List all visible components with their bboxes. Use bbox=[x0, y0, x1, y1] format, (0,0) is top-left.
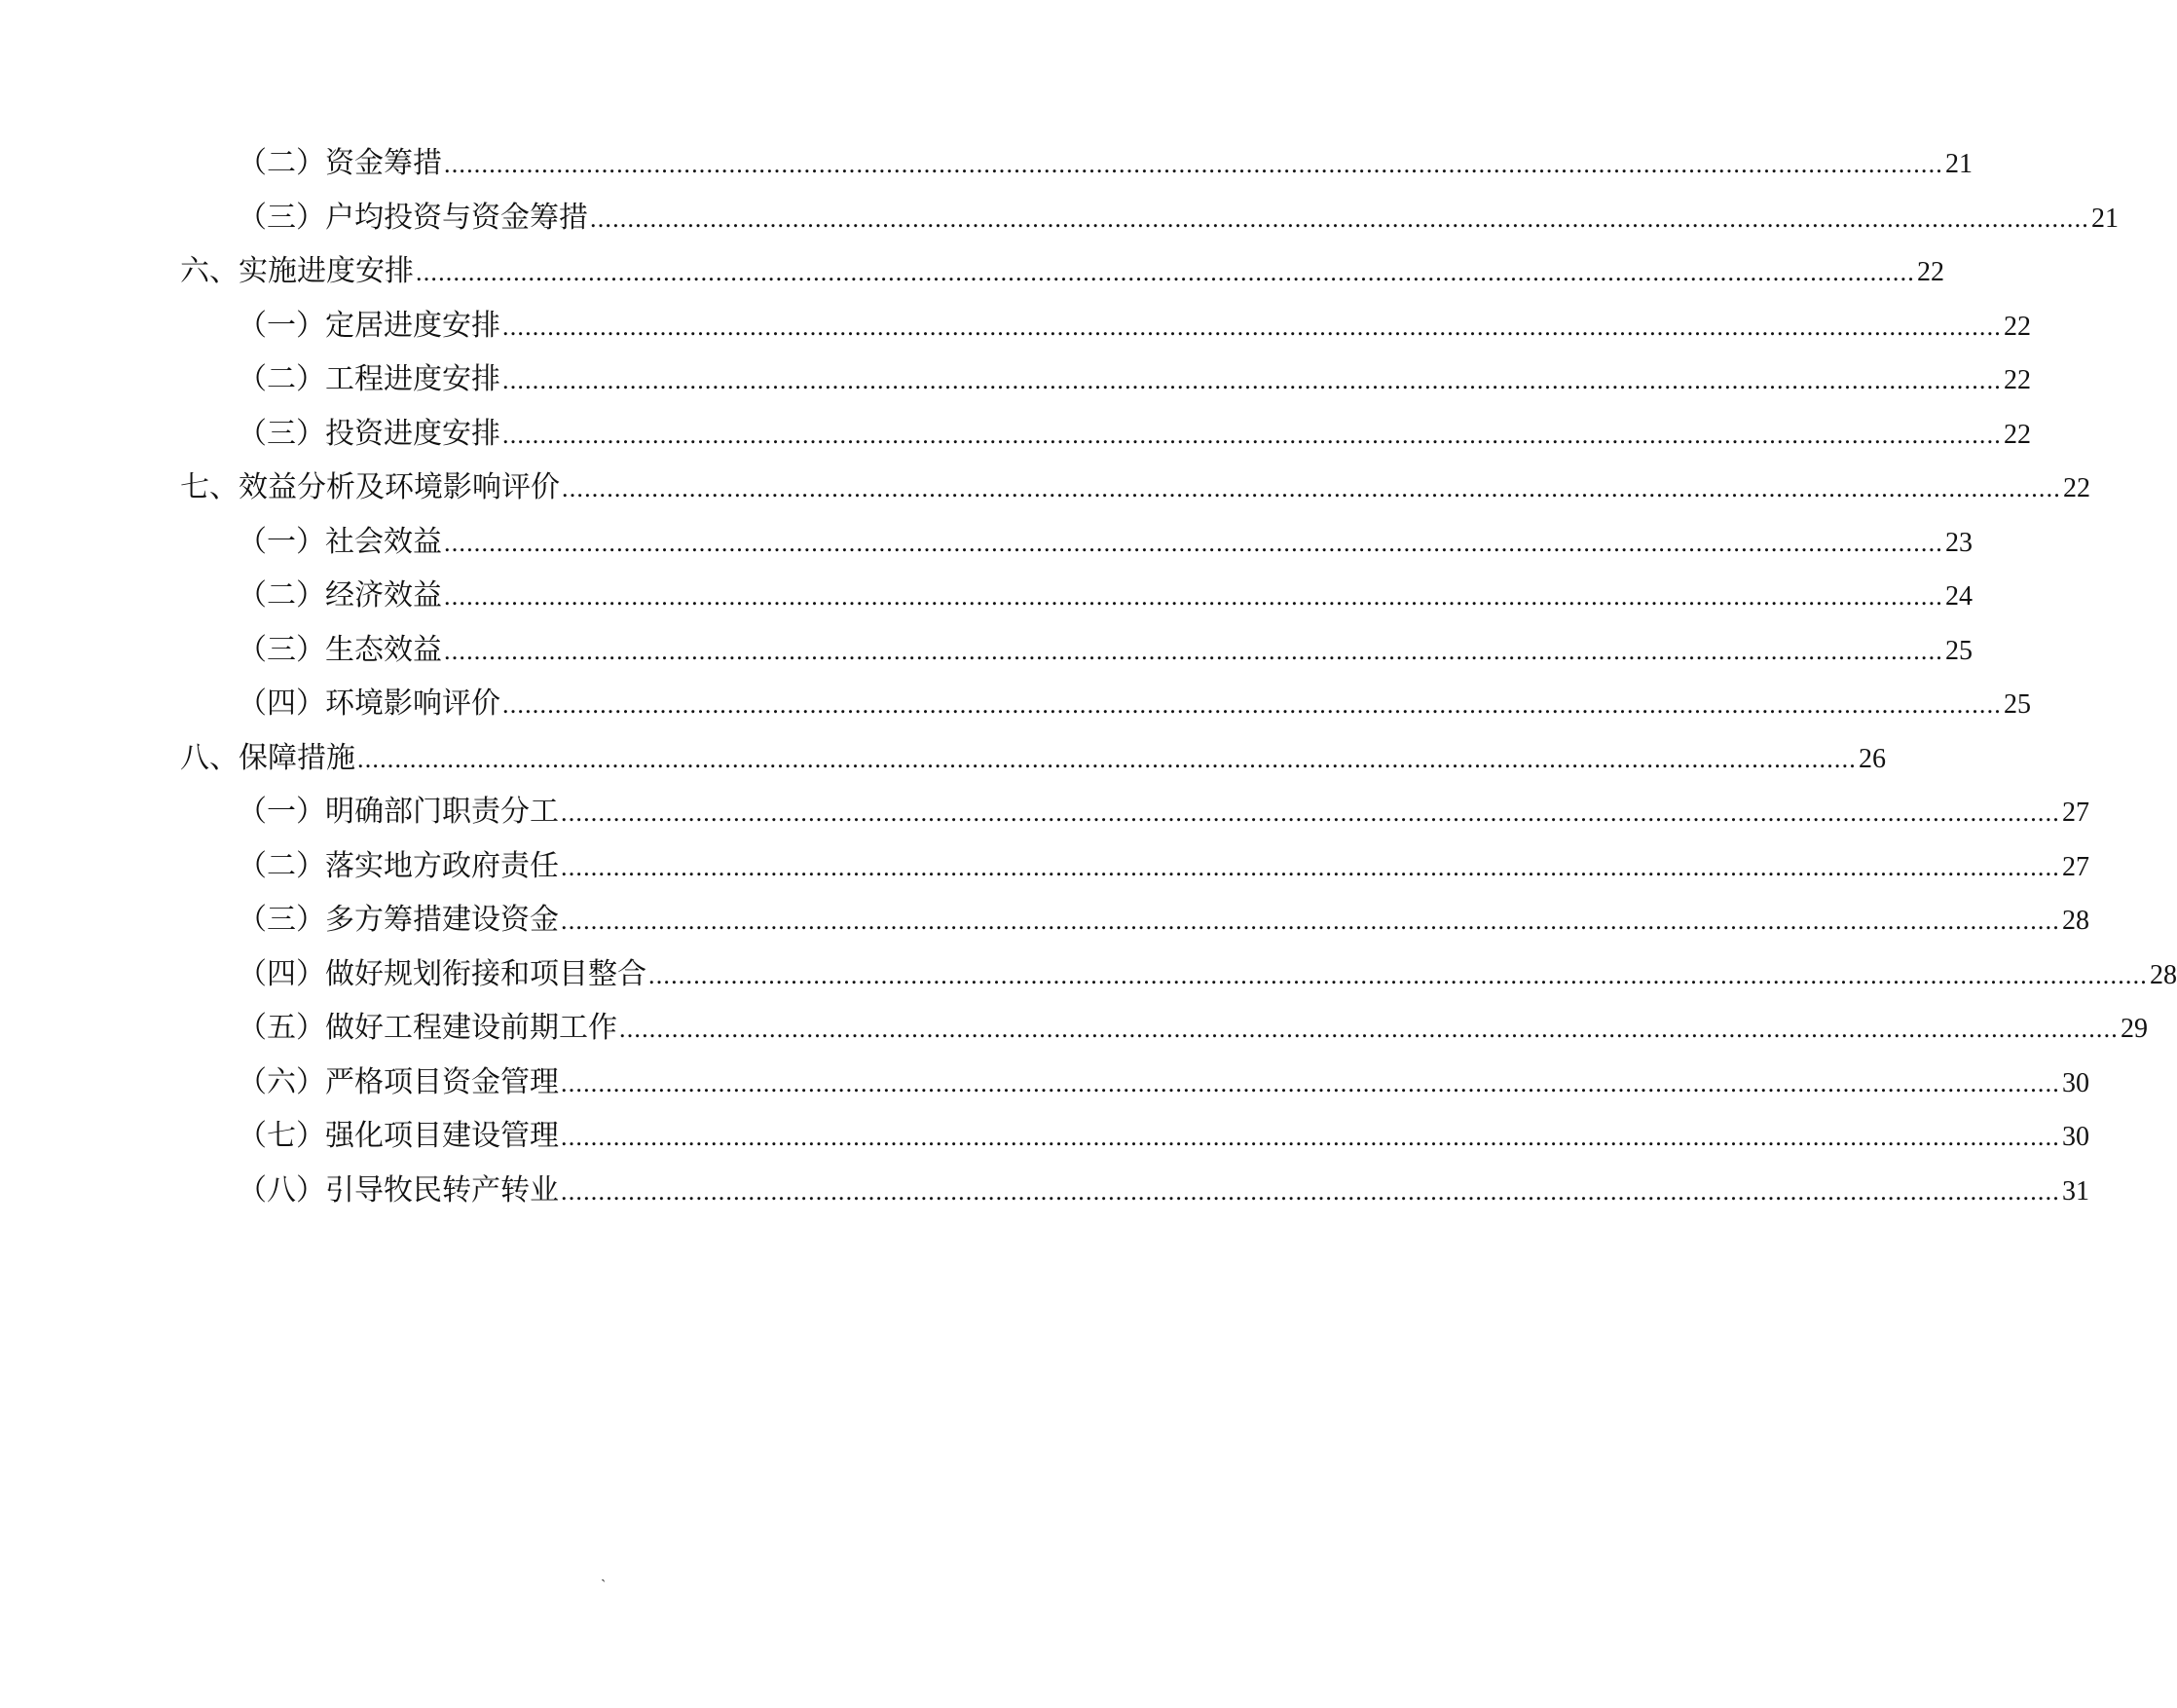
toc-entry[interactable] bbox=[0, 515, 1973, 570]
toc-entry[interactable] bbox=[0, 1164, 2089, 1218]
toc-dot-leader: ........................................................................................................................................................................................................ bbox=[444, 528, 1943, 557]
toc-entry-line bbox=[238, 144, 1973, 184]
toc-entry-line bbox=[238, 360, 2031, 400]
toc-entry-title: （五）做好工程建设前期工作 bbox=[238, 1011, 617, 1045]
toc-dot-leader: ........................................................................................................................................................................................................ bbox=[561, 852, 2060, 881]
page-footer-mark: ` bbox=[601, 1578, 607, 1594]
toc-entry[interactable] bbox=[0, 191, 2119, 245]
toc-entry-page-number: 27 bbox=[2062, 798, 2089, 828]
toc-entry-page-number: 27 bbox=[2062, 851, 2089, 882]
toc-entry-line bbox=[238, 1117, 2089, 1157]
toc-entry[interactable] bbox=[0, 299, 2031, 353]
toc-entry-page-number: 29 bbox=[2121, 1014, 2148, 1044]
toc-entry-page-number: 25 bbox=[2004, 689, 2031, 720]
toc-dot-leader: ........................................................................................................................................................................................................ bbox=[444, 582, 1943, 611]
toc-entry-title: （四）环境影响评价 bbox=[238, 687, 500, 721]
toc-dot-leader: ........................................................................................................................................................................................................ bbox=[416, 258, 1915, 286]
toc-entry-page-number: 21 bbox=[1945, 149, 1973, 179]
toc-entry-page-number: 28 bbox=[2062, 906, 2089, 936]
toc-dot-leader: ........................................................................................................................................................................................................ bbox=[561, 1176, 2060, 1206]
toc-entry-title: （三）多方筹措建设资金 bbox=[238, 903, 559, 937]
toc-entry[interactable] bbox=[0, 461, 2090, 515]
toc-entry[interactable] bbox=[0, 1056, 2089, 1110]
toc-dot-leader: ........................................................................................................................................................................................................ bbox=[648, 960, 2148, 989]
toc-entry[interactable] bbox=[0, 947, 2177, 1002]
toc-entry-title: （二）经济效益 bbox=[238, 578, 442, 613]
toc-entry-title: （二）工程进度安排 bbox=[238, 362, 500, 396]
toc-entry-line bbox=[238, 1063, 2089, 1103]
toc-dot-leader: ........................................................................................................................................................................................................ bbox=[444, 636, 1943, 665]
toc-dot-leader: ........................................................................................................................................................................................................ bbox=[561, 1123, 2060, 1151]
toc-entry-line bbox=[238, 847, 2089, 887]
toc-entry-page-number: 30 bbox=[2062, 1122, 2089, 1152]
toc-dot-leader: ........................................................................................................................................................................................................ bbox=[562, 474, 2061, 502]
toc-dot-leader: ........................................................................................................................................................................................................ bbox=[502, 420, 2002, 449]
toc-entry-title: （二）落实地方政府责任 bbox=[238, 848, 559, 883]
toc-entry-title: 八、保障措施 bbox=[180, 740, 355, 775]
toc-entry[interactable] bbox=[0, 731, 1886, 786]
toc-entry-page-number: 22 bbox=[2004, 365, 2031, 395]
toc-entry-line bbox=[238, 576, 1973, 616]
toc-dot-leader: ........................................................................................................................................................................................................ bbox=[561, 907, 2060, 935]
toc-entry-line bbox=[238, 523, 1973, 563]
toc-dot-leader: ........................................................................................................................................................................................................ bbox=[357, 744, 1857, 773]
toc-entry-page-number: 23 bbox=[1945, 527, 1973, 558]
toc-entry-title: （三）投资进度安排 bbox=[238, 416, 500, 451]
table-of-contents bbox=[0, 136, 2177, 1217]
toc-entry[interactable] bbox=[0, 623, 1973, 678]
toc-entry-page-number: 22 bbox=[1917, 257, 1944, 287]
toc-entry[interactable] bbox=[0, 677, 2031, 731]
toc-dot-leader: ........................................................................................................................................................................................................ bbox=[502, 690, 2002, 719]
toc-entry-line bbox=[238, 307, 2031, 347]
toc-entry-page-number: 31 bbox=[2062, 1175, 2089, 1207]
toc-entry-line bbox=[180, 252, 1944, 292]
toc-dot-leader: ........................................................................................................................................................................................................ bbox=[590, 204, 2089, 233]
toc-entry-line bbox=[238, 685, 2031, 724]
toc-dot-leader: ........................................................................................................................................................................................................ bbox=[444, 150, 1943, 178]
toc-entry-line bbox=[238, 415, 2031, 455]
toc-dot-leader: ........................................................................................................................................................................................................ bbox=[561, 1068, 2060, 1097]
toc-entry-page-number: 21 bbox=[2091, 203, 2119, 234]
toc-entry-page-number: 22 bbox=[2004, 419, 2031, 450]
toc-entry[interactable] bbox=[0, 1109, 2089, 1164]
toc-entry-line bbox=[180, 468, 2090, 508]
toc-entry-line bbox=[238, 1171, 2089, 1211]
toc-dot-leader: ........................................................................................................................................................................................................ bbox=[502, 312, 2002, 341]
toc-entry-line bbox=[180, 739, 1886, 779]
toc-entry-title: （七）强化项目建设管理 bbox=[238, 1119, 559, 1153]
toc-dot-leader: ........................................................................................................................................................................................................ bbox=[561, 798, 2060, 827]
toc-entry-title: （一）社会效益 bbox=[238, 524, 442, 559]
toc-entry[interactable] bbox=[0, 407, 2031, 462]
toc-entry[interactable] bbox=[0, 839, 2089, 894]
toc-entry-title: （二）资金筹措 bbox=[238, 146, 442, 180]
toc-entry-page-number: 30 bbox=[2062, 1067, 2089, 1098]
toc-entry-page-number: 22 bbox=[2004, 311, 2031, 342]
toc-entry-title: （八）引导牧民转产转业 bbox=[238, 1172, 559, 1207]
toc-entry-line bbox=[238, 199, 2119, 239]
toc-entry-line bbox=[238, 631, 1973, 671]
toc-entry-page-number: 25 bbox=[1945, 635, 1973, 666]
toc-entry-page-number: 22 bbox=[2063, 473, 2090, 503]
toc-entry-title: 七、效益分析及环境影响评价 bbox=[180, 470, 560, 504]
toc-entry[interactable] bbox=[0, 569, 1973, 623]
toc-entry-line bbox=[238, 793, 2089, 833]
toc-dot-leader: ........................................................................................................................................................................................................ bbox=[619, 1015, 2119, 1043]
toc-entry-title: （六）严格项目资金管理 bbox=[238, 1064, 559, 1099]
toc-entry-title: （四）做好规划衔接和项目整合 bbox=[238, 956, 646, 991]
toc-entry-title: （三）户均投资与资金筹措 bbox=[238, 200, 588, 235]
toc-entry-page-number: 28 bbox=[2150, 959, 2177, 990]
toc-entry-line bbox=[238, 955, 2177, 995]
toc-entry[interactable] bbox=[0, 244, 1944, 299]
toc-entry-title: （一）定居进度安排 bbox=[238, 308, 500, 343]
toc-entry[interactable] bbox=[0, 1001, 2148, 1056]
toc-entry-title: 六、实施进度安排 bbox=[180, 254, 414, 288]
toc-entry[interactable] bbox=[0, 136, 1973, 191]
toc-entry-title: （三）生态效益 bbox=[238, 632, 442, 667]
toc-entry-page-number: 26 bbox=[1859, 743, 1886, 774]
toc-entry[interactable] bbox=[0, 893, 2089, 947]
toc-entry-line bbox=[238, 1009, 2148, 1049]
toc-entry[interactable] bbox=[0, 785, 2089, 839]
toc-entry[interactable] bbox=[0, 353, 2031, 407]
toc-entry-page-number: 24 bbox=[1945, 581, 1973, 612]
toc-entry-line bbox=[238, 901, 2089, 941]
toc-entry-title: （一）明确部门职责分工 bbox=[238, 795, 559, 829]
toc-dot-leader: ........................................................................................................................................................................................................ bbox=[502, 366, 2002, 394]
